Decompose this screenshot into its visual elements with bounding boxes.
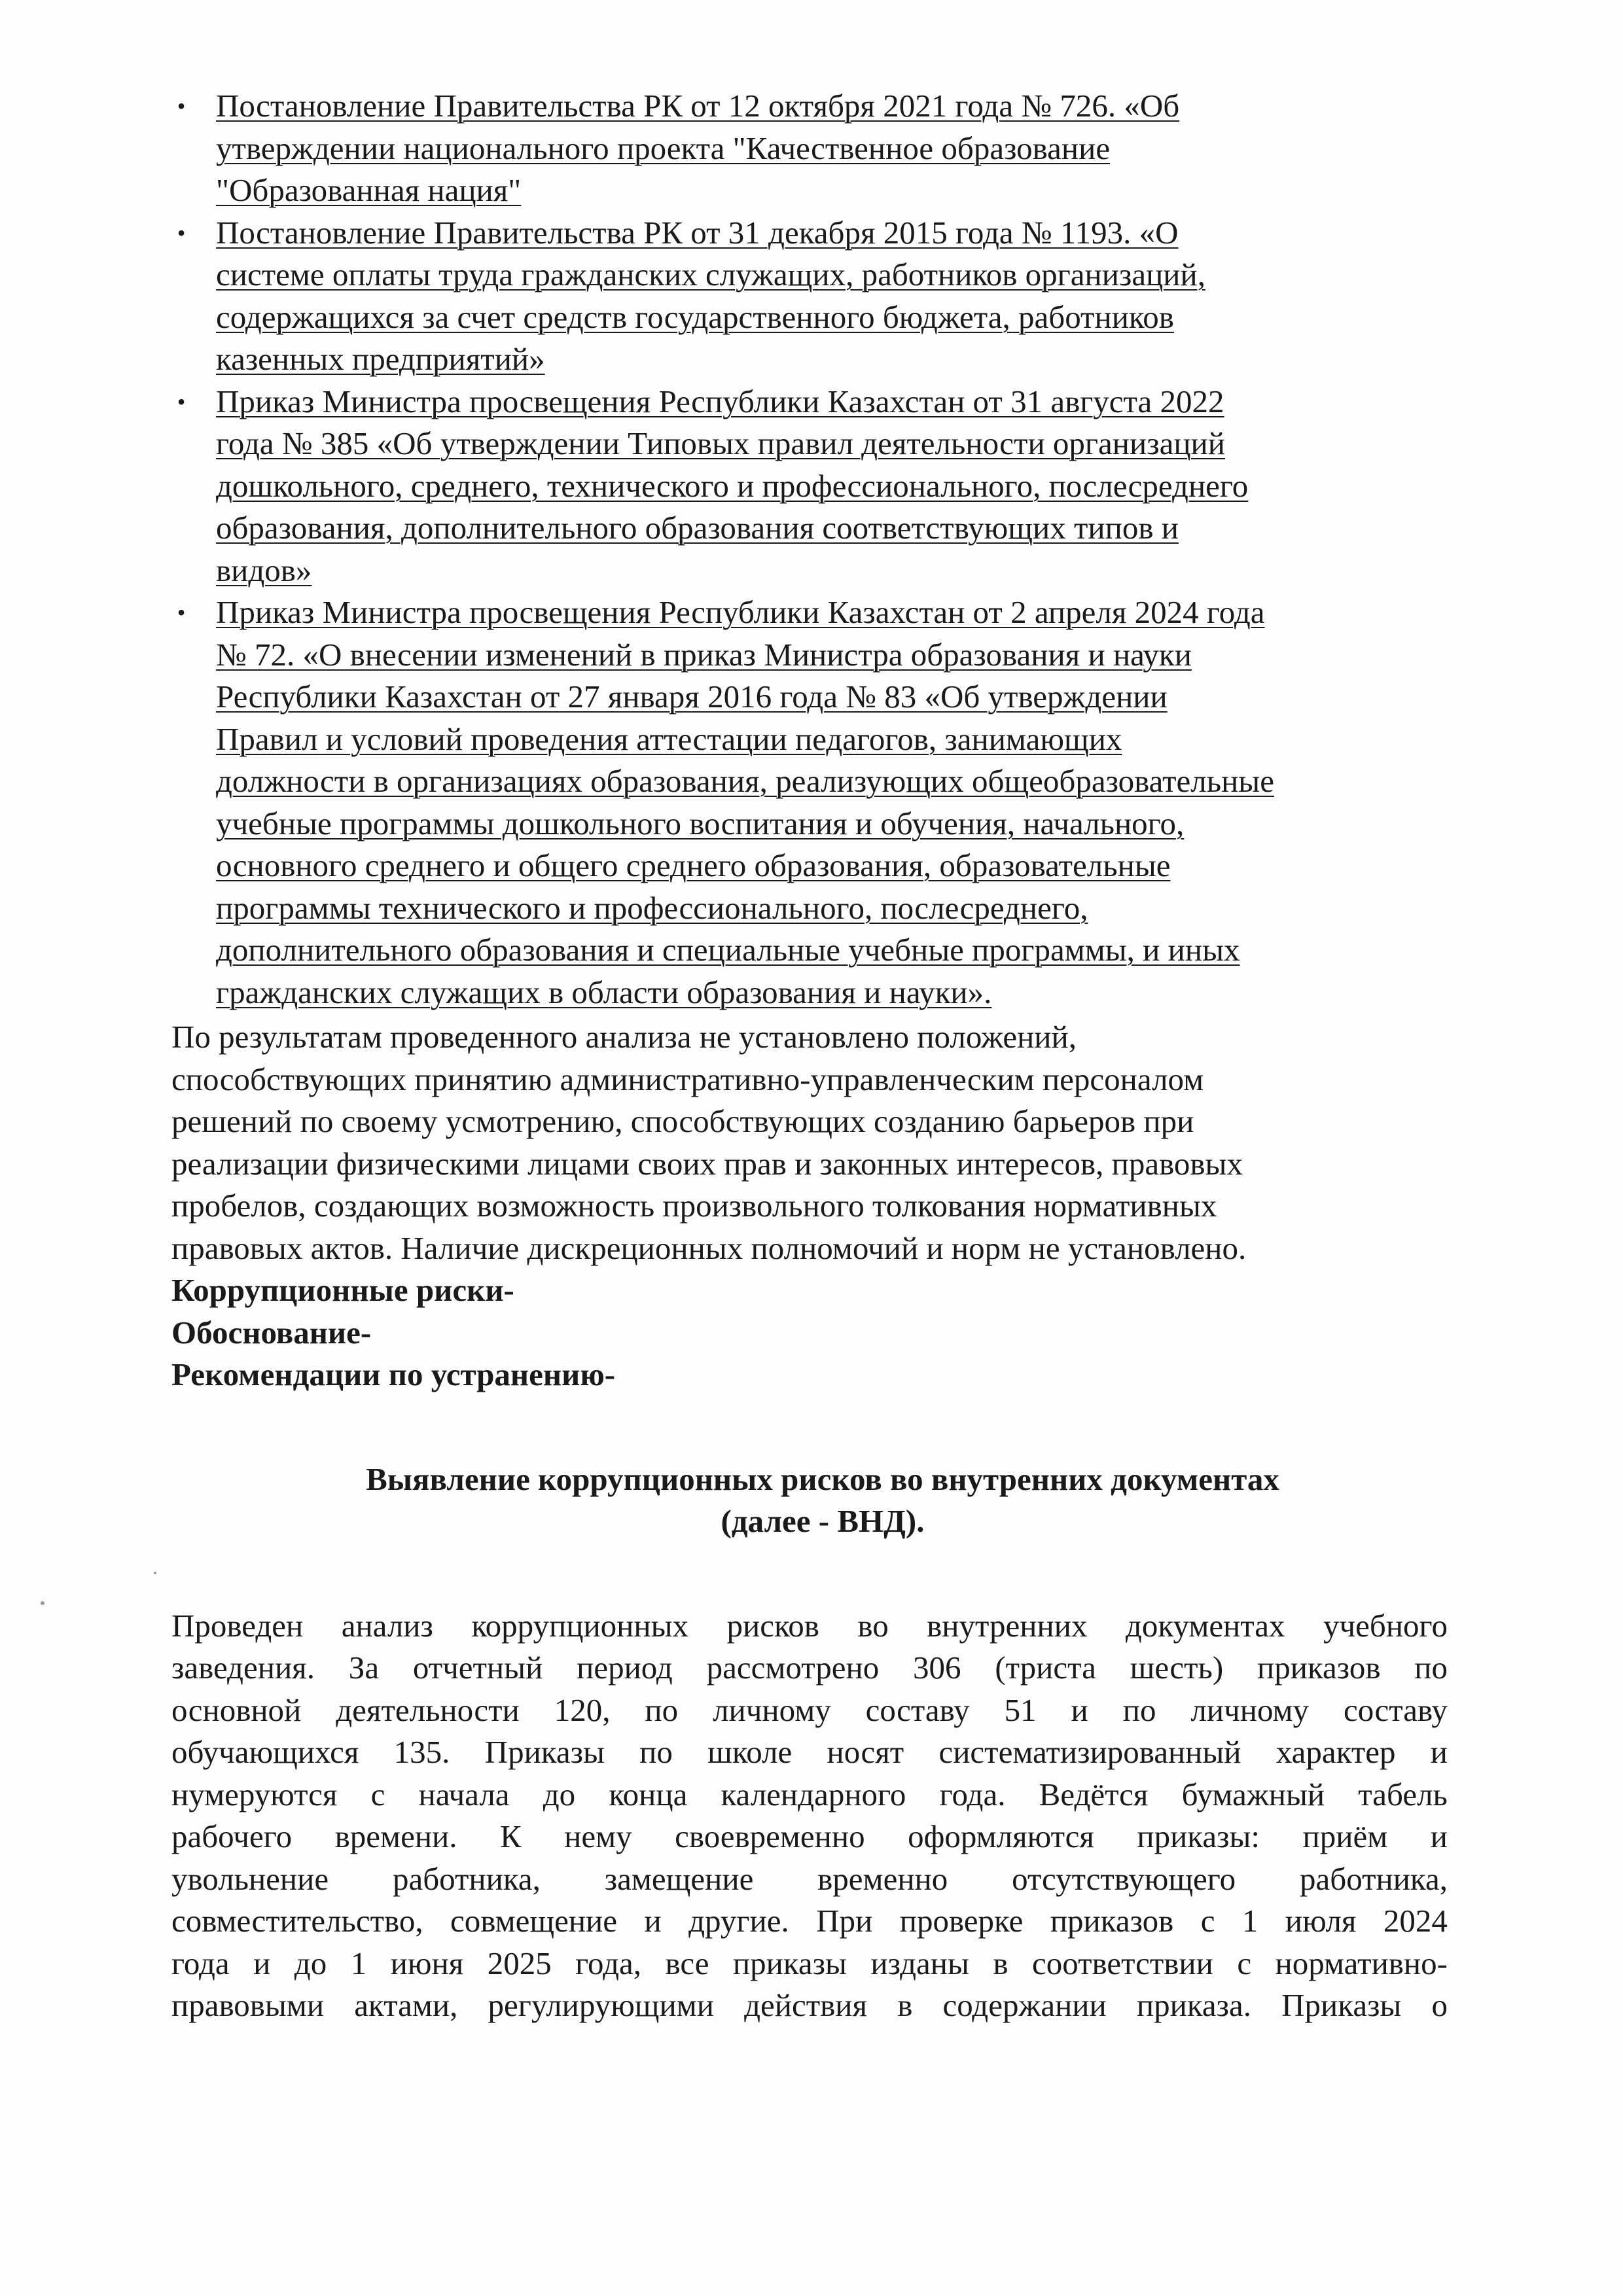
body-word: документах [1125, 1607, 1285, 1644]
body-line [171, 1689, 1448, 1732]
body-word: увольнение [171, 1860, 329, 1897]
body-word: приказов [1050, 1903, 1174, 1939]
scan-speck [154, 1572, 156, 1574]
recommendations-label: Рекомендации по устранению- [171, 1356, 616, 1392]
body-word: приказа. [1136, 1987, 1252, 2023]
body-word: 1 [350, 1945, 367, 1981]
page-content [171, 85, 1448, 2027]
analysis-line: решений по своему усмотрению, способствующих созданию барьеров при [171, 1103, 1194, 1139]
body-word: и [1430, 1734, 1448, 1770]
body-word: отчетный [412, 1650, 543, 1686]
reference-item [171, 85, 1448, 212]
body-word: За [348, 1650, 380, 1686]
body-word: составу [865, 1691, 970, 1728]
body-word: личному [1190, 1691, 1310, 1728]
body-word: года. [939, 1776, 1006, 1812]
body-word: Приказы [484, 1734, 605, 1770]
body-word: актами, [354, 1987, 458, 2023]
body-word: период [577, 1650, 673, 1686]
body-word: анализ [341, 1607, 433, 1644]
section-heading-line: (далее - ВНД). [721, 1503, 925, 1539]
body-word: года, [575, 1945, 642, 1981]
body-paragraph [171, 1605, 1448, 2027]
analysis-line: По результатам проведенного анализа не установлено положений, [171, 1019, 1077, 1055]
risk-fields [171, 1269, 1448, 1396]
body-word: времени. [334, 1818, 457, 1854]
body-word: по [1122, 1691, 1156, 1728]
reference-link[interactable] [216, 592, 1448, 1014]
reference-line: дошкольного, среднего, технического и профессионального, послесреднего [216, 467, 1249, 504]
body-word: по [1414, 1650, 1448, 1686]
body-word: 1 [1241, 1903, 1258, 1939]
body-word: оформляются [908, 1818, 1094, 1854]
body-word: рабочего [171, 1818, 293, 1854]
section-heading-line: Выявление коррупционных рисков во внутренних документах [366, 1460, 1279, 1497]
body-word: коррупционных [471, 1607, 689, 1644]
body-word: приём [1302, 1818, 1388, 1854]
reference-line: системе оплаты труда гражданских служащих, работников организаций, [216, 256, 1205, 292]
bullet-icon: • [177, 219, 186, 246]
body-word: календарного [721, 1776, 906, 1812]
body-word: и [1071, 1691, 1088, 1728]
body-word: июля [1285, 1903, 1357, 1939]
analysis-paragraph [171, 1016, 1448, 1269]
body-word: все [665, 1945, 709, 1981]
bullet-icon: • [177, 599, 186, 626]
reference-line: казенных предприятий» [216, 341, 545, 377]
body-word: рассмотрено [706, 1650, 880, 1686]
bullet-icon: • [177, 93, 186, 119]
body-word: (триста [995, 1650, 1096, 1686]
body-word: К [500, 1818, 522, 1854]
body-word: 51 [1004, 1691, 1037, 1728]
body-word: с [1200, 1903, 1215, 1939]
body-word: деятельности [336, 1691, 520, 1728]
body-word: в [993, 1945, 1008, 1981]
body-word: во [857, 1607, 889, 1644]
body-word: работника, [1300, 1860, 1448, 1897]
reference-link[interactable] [216, 85, 1448, 212]
section-heading [171, 1458, 1448, 1543]
body-word: года [171, 1945, 230, 1981]
body-line [171, 1605, 1448, 1648]
body-word: совместительство, [171, 1903, 423, 1939]
reference-link[interactable] [216, 212, 1448, 381]
reference-line: программы технического и профессионального, послесреднего, [216, 889, 1088, 926]
body-word: рисков [726, 1607, 819, 1644]
body-line [171, 1858, 1448, 1901]
body-word: школе [707, 1734, 793, 1770]
body-word: При [816, 1903, 873, 1939]
body-word: 135. [393, 1734, 450, 1770]
body-word: приказы: [1137, 1818, 1260, 1854]
reference-line: видов» [216, 552, 312, 588]
analysis-line: способствующих принятию административно-управленческим персоналом [171, 1061, 1204, 1097]
reference-line: гражданских служащих в области образования и науки». [216, 974, 992, 1010]
body-word: действия [744, 1987, 868, 2023]
body-line [171, 1900, 1448, 1943]
body-word: с [370, 1776, 385, 1812]
body-word: конца [609, 1776, 688, 1812]
justification-label: Обоснование- [171, 1314, 372, 1351]
reference-item [171, 592, 1448, 1014]
body-word: другие. [688, 1903, 789, 1939]
body-word: нормативно- [1275, 1945, 1448, 1981]
body-word: содержании [942, 1987, 1107, 2023]
reference-line: содержащихся за счет средств государственного бюджета, работников [216, 298, 1174, 335]
body-word: правовыми [171, 1987, 325, 2023]
scan-speck [41, 1601, 45, 1605]
reference-line: должности в организациях образования, реализующих общеобразовательные [216, 763, 1274, 799]
body-word: отсутствующего [1012, 1860, 1236, 1897]
body-word: Ведётся [1039, 1776, 1149, 1812]
reference-line: Правил и условий проведения аттестации педагогов, занимающих [216, 720, 1122, 757]
reference-line: Приказ Министра просвещения Республики Казахстан от 31 августа 2022 [216, 383, 1224, 419]
body-word: замещение [604, 1860, 754, 1897]
body-word: с [1237, 1945, 1252, 1981]
body-word: Приказы [1281, 1987, 1402, 2023]
body-line [171, 1647, 1448, 1689]
body-word: 306 [913, 1650, 961, 1686]
body-word: работника, [392, 1860, 541, 1897]
body-word: внутренних [927, 1607, 1088, 1644]
body-word: по [639, 1734, 673, 1770]
reference-line: года № 385 «Об утверждении Типовых правил деятельности организаций [216, 425, 1225, 461]
body-line [171, 1774, 1448, 1816]
reference-link[interactable] [216, 381, 1448, 592]
body-word: основной [171, 1691, 302, 1728]
body-line [171, 1731, 1448, 1774]
body-word: нумеруются [171, 1776, 338, 1812]
reference-line: "Образованная нация" [216, 172, 522, 208]
body-word: регулирующими [488, 1987, 714, 2023]
reference-line: № 72. «О внесении изменений в приказ Министра образования и науки [216, 636, 1192, 673]
body-word: и [1430, 1818, 1448, 1854]
bullet-icon: • [177, 388, 186, 415]
body-word: систематизированный [938, 1734, 1241, 1770]
analysis-line: пробелов, создающих возможность произвольного толкования нормативных [171, 1188, 1217, 1224]
body-word: носят [827, 1734, 904, 1770]
reference-line: дополнительного образования и специальные учебные программы, и иных [216, 932, 1240, 968]
body-word: шесть) [1130, 1650, 1224, 1686]
reference-line: Постановление Правительства РК от 12 октября 2021 года № 726. «Об [216, 88, 1180, 124]
body-word: изданы [870, 1945, 969, 1981]
body-line [171, 1985, 1448, 2027]
body-word: по [645, 1691, 679, 1728]
body-word: совмещение [450, 1903, 618, 1939]
body-word: своевременно [675, 1818, 865, 1854]
body-word: и [644, 1903, 662, 1939]
reference-line: образования, дополнительного образования соответствующих типов и [216, 510, 1179, 546]
reference-line: Приказ Министра просвещения Республики Казахстан от 2 апреля 2024 года [216, 594, 1265, 630]
reference-item [171, 212, 1448, 381]
analysis-line: правовых актов. Наличие дискреционных полномочий и норм не установлено. [171, 1229, 1247, 1266]
reference-item [171, 381, 1448, 592]
analysis-line: реализации физическими лицами своих прав и законных интересов, правовых [171, 1145, 1243, 1182]
reference-list [171, 85, 1448, 1014]
body-word: 2025 [487, 1945, 552, 1981]
reference-line: Республики Казахстан от 27 января 2016 года № 83 «Об утверждении [216, 679, 1168, 715]
body-word: и [253, 1945, 271, 1981]
body-word: начала [418, 1776, 510, 1812]
body-word: соответствии [1031, 1945, 1213, 1981]
body-word: 2024 [1383, 1903, 1448, 1939]
body-word: 120, [554, 1691, 611, 1728]
body-word: бумажный [1181, 1776, 1325, 1812]
body-line [171, 1816, 1448, 1858]
body-word: характер [1275, 1734, 1396, 1770]
body-word: приказов [1257, 1650, 1381, 1686]
body-line [171, 1943, 1448, 1985]
reference-line: учебные программы дошкольного воспитания и обучения, начального, [216, 805, 1185, 841]
reference-line: утверждении национального проекта "Качественное образование [216, 130, 1111, 166]
body-word: до [543, 1776, 576, 1812]
body-word: июня [390, 1945, 464, 1981]
body-word: до [294, 1945, 327, 1981]
body-word: о [1431, 1987, 1448, 2023]
body-word: Проведен [171, 1607, 304, 1644]
body-word: приказы [732, 1945, 847, 1981]
body-word: временно [817, 1860, 948, 1897]
corruption-risks-label: Коррупционные риски- [171, 1272, 514, 1308]
body-word: учебного [1323, 1607, 1448, 1644]
reference-line: Постановление Правительства РК от 31 декабря 2015 года № 1193. «О [216, 214, 1179, 251]
body-word: в [897, 1987, 913, 2023]
body-word: составу [1343, 1691, 1448, 1728]
body-word: нему [564, 1818, 632, 1854]
body-word: табель [1358, 1776, 1448, 1812]
body-word: проверке [899, 1903, 1024, 1939]
body-word: личному [713, 1691, 831, 1728]
reference-line: основного среднего и общего среднего образования, образовательные [216, 847, 1171, 883]
body-word: заведения. [171, 1650, 315, 1686]
body-word: обучающихся [171, 1734, 359, 1770]
